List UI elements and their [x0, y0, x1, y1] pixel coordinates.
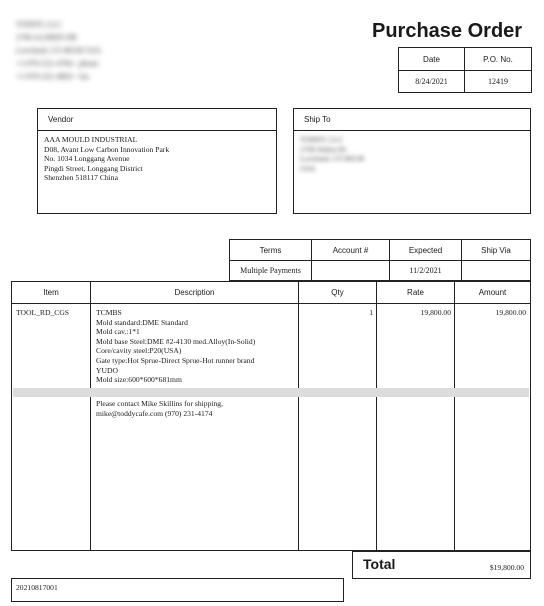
document-title: Purchase Order [372, 20, 523, 42]
date-label: Date [399, 48, 465, 71]
column-divider [298, 282, 299, 550]
po-label: P.O. No. [465, 48, 531, 71]
shipping-note [96, 399, 223, 418]
item-code: TOOL_RD_CGS [16, 308, 70, 317]
items-table [11, 281, 531, 551]
company-address [16, 18, 101, 83]
ship-to-line: Loveland, CO 80538 [300, 154, 364, 164]
vendor-box [37, 108, 277, 214]
date-value: 8/24/2021 [399, 71, 465, 92]
total-value: $19,800.00 [489, 563, 524, 572]
item-col-header: Item [12, 282, 91, 304]
vendor-line: No. 1034 Longgang Avenue [44, 154, 130, 164]
item-description [96, 308, 255, 385]
amount-col-header: Amount [455, 282, 530, 304]
description-col-header: Description [91, 282, 299, 304]
memo-box [11, 578, 344, 602]
description-line: YUDO [96, 365, 118, 375]
vendor-label: Vendor [38, 109, 276, 131]
vendor-address [38, 131, 276, 187]
vendor-line: AAA MOULD INDUSTRIAL [44, 135, 138, 144]
ship-to-line: 2700 Aldrin Dr [300, 144, 347, 154]
column-divider [90, 282, 91, 550]
expected-value: 11/2/2021 [390, 261, 462, 280]
row-separator-band [13, 388, 529, 397]
description-line: TCMBS [96, 308, 122, 317]
description-line: Mold standard:DME Standard [96, 317, 188, 327]
company-line: 2700 ALDRIN DR [16, 33, 77, 42]
account-header: Account # [312, 240, 390, 261]
total-label: Total [363, 556, 396, 572]
description-line: Mold base Steel:DME #2-4130 med.Alloy(In-Solid) [96, 336, 256, 346]
column-divider [376, 282, 377, 550]
total-box [352, 551, 531, 579]
terms-table [229, 239, 531, 281]
total-section [11, 551, 531, 579]
terms-value: Multiple Payments [230, 261, 312, 280]
company-line: +1-970-231-4803 - fax [16, 72, 90, 81]
terms-header: Terms [230, 240, 312, 261]
description-line: Mold cav.:1*1 [96, 327, 140, 337]
rate-col-header: Rate [377, 282, 455, 304]
company-line: Loveland, CO 80538 USA [16, 46, 102, 55]
vendor-line: D08, Avant Low Carbon Innovation Park [44, 144, 170, 154]
ship-to-label: Ship To [294, 109, 530, 131]
account-value [312, 261, 390, 280]
company-line: +1-970-231-4784 - phone [16, 59, 99, 68]
qty-col-header: Qty [299, 282, 377, 304]
description-line: Gate type:Hot Sprue-Direct Sprue-Hot runner brand [96, 355, 255, 365]
description-line: Core/cavity steel:P20(USA) [96, 346, 182, 356]
description-line: Mold size:600*600*681mm [96, 375, 182, 385]
expected-header: Expected [390, 240, 462, 261]
item-qty: 1 [369, 308, 373, 317]
ship-to-box [293, 108, 531, 214]
ship-to-line: USA [300, 163, 316, 173]
item-amount: 19,800.00 [495, 308, 526, 317]
vendor-line: Pingdi Street, Longgang District [44, 163, 143, 173]
note-line: Please contact Mike Skillins for shipping, [96, 399, 223, 408]
date-po-box [398, 47, 532, 93]
column-divider [454, 282, 455, 550]
item-rate: 19,800.00 [420, 308, 451, 317]
memo-text: 20210817001 [16, 583, 58, 592]
ship-to-address [294, 131, 530, 177]
po-value: 12419 [488, 77, 508, 86]
ship-via-header: Ship Via [462, 240, 530, 261]
note-line: mike@toddycafe.com (970) 231-4174 [96, 408, 213, 418]
ship-to-line: TODDY, LLC [300, 135, 344, 144]
company-line: TODDY, LLC [16, 20, 62, 29]
ship-via-value [462, 261, 530, 280]
vendor-line: Shenzhen 518117 China [44, 173, 118, 183]
